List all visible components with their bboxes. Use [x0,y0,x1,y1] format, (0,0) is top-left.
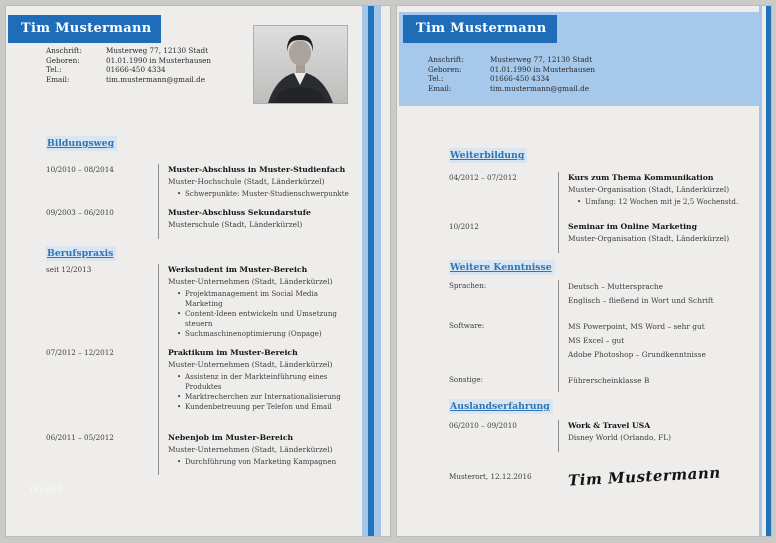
entry-content [558,215,753,253]
entry-bullets [577,197,753,207]
contact-label: Tel.: [428,74,444,84]
bullet-item: • Schwerpunkte: Muster-Studienschwerpunkte [177,189,352,199]
entry-title: Kurs zum Thema Kommunikation [568,173,714,182]
entry-title: Werkstudent im Muster-Bereich [168,265,308,274]
contact-label: Geboren: [428,64,462,74]
skill-line: Adobe Photoshop – Grundkenntnisse [568,350,706,359]
entry-content [158,164,352,207]
stripe-dark [766,6,771,536]
skill-label: Sprachen: [449,281,487,290]
section-bildungsweg [46,134,352,239]
contact-value: 01.01.1990 in Musterhausen [106,55,212,65]
applicant-photo [254,26,347,103]
skill-lines [558,374,753,392]
entry-subtitle: Muster-Organisation (Stadt, Länderkürzel) [568,234,730,243]
stripe-light-inner [374,6,381,536]
page2-content [449,146,753,457]
portrait-illustration [254,26,347,103]
contact-row [428,74,595,84]
skill-line: Führerscheinklasse B [568,376,650,385]
cv-page-2 [396,5,772,537]
contact-row [46,65,211,75]
contact-label: Email: [428,84,452,94]
entry-title: Nebenjob im Muster-Bereich [168,433,294,442]
entry-title: Seminar im Online Marketing [568,222,698,231]
signature-place-date: Musterort, 12.12.2016 [449,471,532,481]
entry-content [558,420,753,452]
entry-subtitle: Muster-Hochschule (Stadt, Länderkürzel) [168,177,325,186]
contact-label: Tel.: [46,65,62,75]
skill-line: Englisch – fließend in Wort und Schrift [568,296,714,305]
contact-row [428,65,595,75]
section-title: Weiterbildung [449,148,527,163]
contact-label: Anschrift: [46,46,82,55]
contact-value: 01666-450 4334 [106,65,166,75]
entry-bullets [177,189,352,199]
bullet-item: • Kundenbetreuung per Telefon und Email [177,402,352,412]
bullet-item: • Assistenz in der Markteinführung eines Produktes [177,372,352,392]
bullet-item: • Durchführung von Marketing Kampagnen [177,457,352,467]
entry-content [158,264,352,347]
section-entries [449,420,753,452]
contact-value: tim.mustermann@gmail.de [490,84,589,94]
contact-row [428,84,595,94]
contact-label: Anschrift: [428,55,464,64]
entry-subtitle: Muster-Unternehmen (Stadt, Länderkürzel) [168,277,333,286]
section-title: Berufspraxis [46,246,116,261]
skill-lines [558,320,753,374]
contact-block [46,46,211,85]
entry-content [158,347,352,420]
entry-title: Muster-Abschluss Sekundarstufe [168,208,311,217]
section-title: Auslandserfahrung [449,399,553,414]
entry-content [558,172,753,215]
signature-script: Tim Mustermann [567,463,722,490]
section-entries [46,264,352,475]
entry-subtitle: Disney World (Orlando, FL) [568,433,672,442]
section-title: Bildungsweg [46,136,117,151]
contact-row [46,75,211,85]
entry-date: 10/2012 [449,222,479,231]
skill-line: Deutsch – Muttersprache [568,282,664,291]
contact-value: 01666-450 4334 [490,74,550,84]
section-weiterbildung [449,146,753,253]
applicant-name: Tim Mustermann [416,21,547,36]
contact-value: 01.01.1990 in Musterhausen [490,64,596,74]
bullet-item: • Suchmaschinenoptimierung (Onpage) [177,329,352,339]
contact-row [46,46,211,56]
entry-bullets [177,372,352,412]
section-weitere-kenntnisse [449,258,753,392]
skill-label: Software: [449,321,485,330]
contact-row [46,56,211,66]
watermark: layweb [30,484,65,494]
entry-date: 10/2010 – 08/2014 [46,165,114,174]
skill-line: MS Excel – gut [568,336,625,345]
entry-date: 04/2012 – 07/2012 [449,173,517,182]
entry-date: 09/2003 – 06/2010 [46,208,114,217]
contact-value: Musterweg 77, 12130 Stadt [490,55,592,64]
entry-date: seit 12/2013 [46,265,92,274]
entry-title: Muster-Abschluss in Muster-Studienfach [168,165,346,174]
skill-lines [558,280,753,320]
entry-title: Work & Travel USA [568,421,651,430]
entry-subtitle: Muster-Unternehmen (Stadt, Länderkürzel) [168,360,333,369]
entry-subtitle: Muster-Organisation (Stadt, Länderkürzel) [568,185,730,194]
contact-label: Email: [46,75,70,85]
bullet-item: • Projektmanagement im Social Media Marketing [177,289,352,309]
signature-row [449,458,753,494]
entry-subtitle: Muster-Unternehmen (Stadt, Länderkürzel) [168,445,333,454]
page2-name-header [403,15,557,43]
entry-title: Praktikum im Muster-Bereich [168,348,298,357]
page1-name-header [8,15,161,43]
skill-line: MS Powerpoint, MS Word – sehr gut [568,322,705,331]
contact-label: Geboren: [46,55,80,65]
contact-value: Musterweg 77, 12130 Stadt [106,46,208,55]
entry-bullets [177,457,352,467]
entry-content [158,420,352,475]
section-auslandserfahrung [449,397,753,452]
contact-value: tim.mustermann@gmail.de [106,75,205,85]
bullet-item: • Content-Ideen entwickeln und Umsetzung steuern [177,309,352,329]
entry-date: 06/2011 – 05/2012 [46,433,114,442]
section-entries [46,164,352,239]
section-title: Weitere Kenntnisse [449,260,555,275]
entry-bullets [177,289,352,339]
entry-subtitle: Musterschule (Stadt, Länderkürzel) [168,220,303,229]
stripe-light [759,6,762,536]
entry-date: 06/2010 – 09/2010 [449,421,517,430]
skills-grid [449,280,753,392]
entry-date: 07/2012 – 12/2012 [46,348,114,357]
entry-content [158,207,352,239]
contact-row [428,55,595,65]
page1-content [46,134,352,480]
bullet-item: • Umfang: 12 Wochen mit je 2,5 Wochenstd. [577,197,753,207]
section-entries [449,172,753,253]
contact-block [428,55,595,94]
section-berufspraxis [46,244,352,475]
applicant-name: Tim Mustermann [21,21,152,36]
cv-page-1 [5,5,391,537]
bullet-item: • Marktrecherchen zur Internationalisierung [177,392,352,402]
skill-label: Sonstige: [449,375,484,384]
